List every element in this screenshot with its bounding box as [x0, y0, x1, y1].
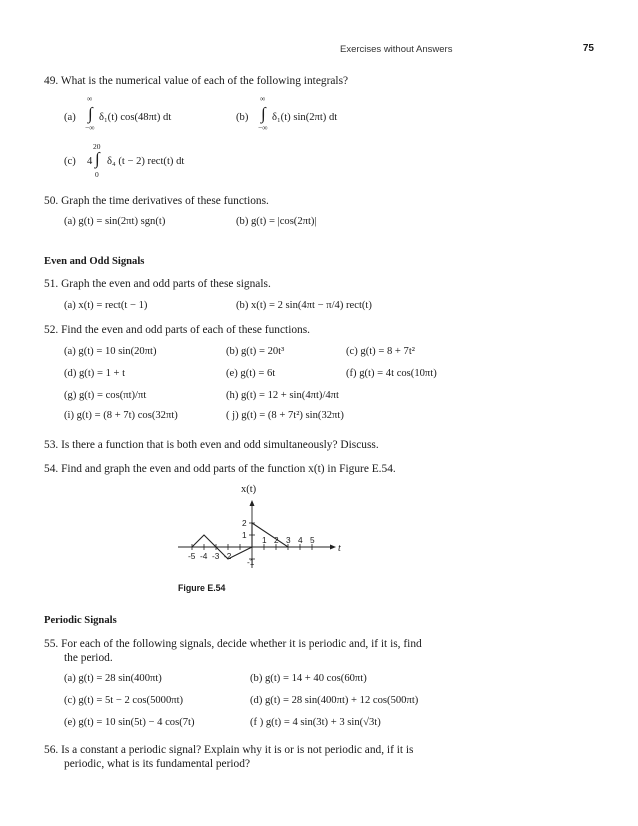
q49-a-label: (a) [64, 112, 76, 123]
q55-e: (e) g(t) = 10 sin(5t) − 4 cos(7t) [64, 717, 195, 728]
running-header: Exercises without Answers [340, 44, 453, 55]
x-tick-label-neg3: -3 [212, 551, 220, 561]
x-tick-label-2: 2 [274, 535, 279, 545]
q51-a: (a) x(t) = rect(t − 1) [64, 300, 148, 311]
q55-a: (a) g(t) = 28 sin(400πt) [64, 673, 162, 684]
figure-e54-plot [170, 482, 360, 574]
question-56-text-line2: periodic, what is its fundamental period? [64, 758, 250, 770]
q52-i: (i) g(t) = (8 + 7t) cos(32πt) [64, 410, 178, 421]
question-51-text: 51. Graph the even and odd parts of these signals. [44, 278, 271, 290]
q50-a: (a) g(t) = sin(2πt) sgn(t) [64, 216, 166, 227]
q52-c: (c) g(t) = 8 + 7t² [346, 346, 415, 357]
question-50-text: 50. Graph the time derivatives of these functions. [44, 195, 269, 207]
q49-c-integral-sign: ∫ [95, 149, 100, 168]
page-number: 75 [582, 43, 594, 54]
q49-b-integral-sign: ∫ [261, 104, 266, 123]
q49-a-upper-limit: ∞ [87, 94, 93, 103]
figure-y-axis-label: x(t) [241, 484, 257, 495]
figure-caption: Figure E.54 [178, 583, 226, 593]
q55-f: (f ) g(t) = 4 sin(3t) + 3 sin(√3t) [250, 717, 381, 728]
section-periodic-heading: Periodic Signals [44, 615, 117, 626]
q49-c-expression: δ₄ (t − 2) rect(t) dt [107, 156, 185, 167]
q52-b: (b) g(t) = 20t³ [226, 346, 285, 357]
x-tick-label-1: 1 [262, 535, 267, 545]
x-axis-arrow [330, 545, 336, 550]
q49-b-upper-limit: ∞ [260, 94, 266, 103]
q52-g: (g) g(t) = cos(πt)/πt [64, 390, 147, 401]
q52-a: (a) g(t) = 10 sin(20πt) [64, 346, 157, 357]
q52-d: (d) g(t) = 1 + t [64, 368, 126, 379]
q52-e: (e) g(t) = 6t [226, 368, 276, 379]
question-53-text: 53. Is there a function that is both even and odd simultaneously? Discuss. [44, 439, 379, 451]
q52-j: ( j) g(t) = (8 + 7t²) sin(32πt) [226, 410, 344, 421]
q49-b-label: (b) [236, 112, 249, 123]
q51-b: (b) x(t) = 2 sin(4πt − π/4) rect(t) [236, 300, 372, 311]
q55-c: (c) g(t) = 5t − 2 cos(5000πt) [64, 695, 184, 706]
x-tick-label-3: 3 [286, 535, 291, 545]
x-tick-label-neg2: -2 [224, 551, 232, 561]
question-55-text-line1: 55. For each of the following signals, decide whether it is periodic and, if it is, find [44, 638, 422, 650]
question-49-text: 49. What is the numerical value of each of the following integrals? [44, 75, 349, 87]
q49-c-label: (c) [64, 156, 76, 167]
q55-d: (d) g(t) = 28 sin(400πt) + 12 cos(500πt) [250, 695, 419, 706]
q52-f: (f) g(t) = 4t cos(10πt) [346, 368, 437, 379]
q49-b-expression: δ₁(t) sin(2πt) dt [272, 112, 338, 123]
q50-b: (b) g(t) = |cos(2πt)| [236, 216, 317, 227]
q49-a-lower-limit: −∞ [85, 123, 95, 132]
question-52-text: 52. Find the even and odd parts of each of these functions. [44, 324, 311, 336]
x-tick-label-neg5: -5 [188, 551, 196, 561]
y-tick-label-neg1: -1 [247, 557, 255, 567]
q49-a-integral-sign: ∫ [88, 104, 93, 123]
q49-c-coefficient: 4 [87, 156, 93, 167]
question-54-text: 54. Find and graph the even and odd parts of the function x(t) in Figure E.54. [44, 463, 396, 475]
x-tick-label-4: 4 [298, 535, 303, 545]
x-tick-label-neg4: -4 [200, 551, 208, 561]
q49-c-lower-limit: 0 [95, 170, 99, 179]
question-56-text-line1: 56. Is a constant a periodic signal? Explain why it is or is not periodic and, if it is [44, 744, 414, 756]
x-tick-label-5: 5 [310, 535, 315, 545]
section-even-odd-heading: Even and Odd Signals [44, 256, 145, 267]
q49-a-expression: δ₁(t) cos(48πt) dt [99, 112, 172, 123]
y-tick-label-1: 1 [242, 530, 247, 540]
question-55-text-line2: the period. [64, 652, 113, 664]
y-axis-arrow [250, 500, 255, 506]
y-tick-label-2: 2 [242, 518, 247, 528]
q52-h: (h) g(t) = 12 + sin(4πt)/4πt [226, 390, 339, 401]
q55-b: (b) g(t) = 14 + 40 cos(60πt) [250, 673, 367, 684]
q49-b-lower-limit: −∞ [258, 123, 268, 132]
figure-x-axis-label: t [338, 543, 341, 554]
q49-c-upper-limit: 20 [93, 142, 101, 151]
